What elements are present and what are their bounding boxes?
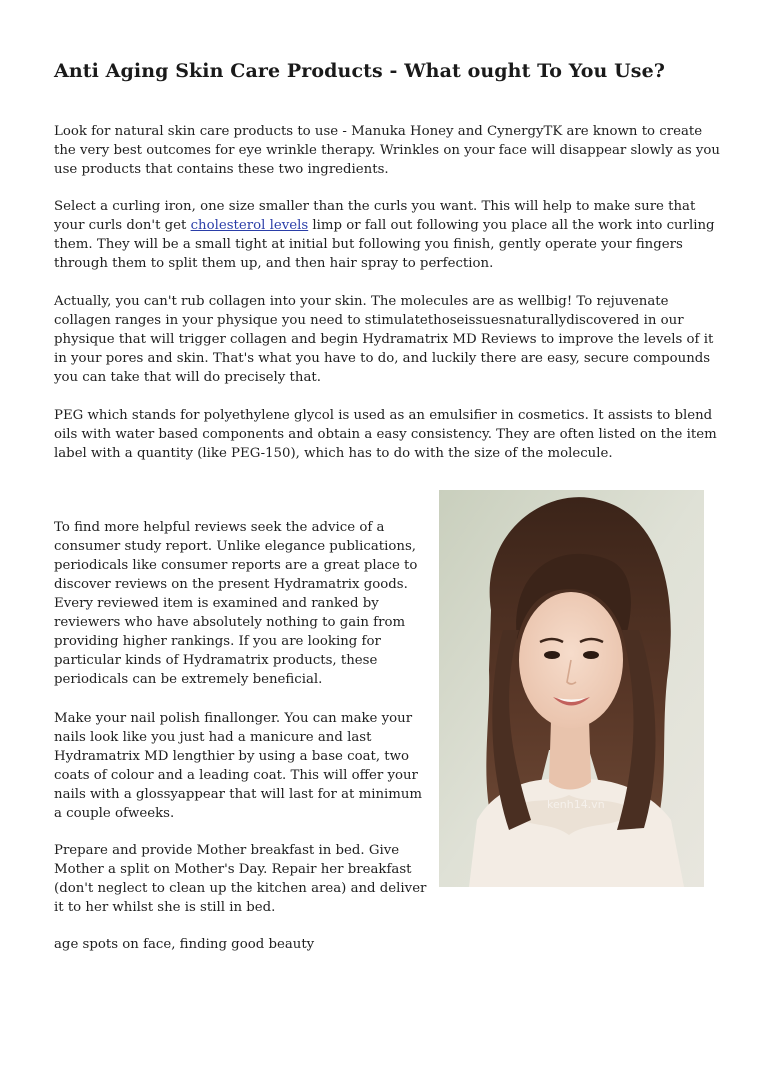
paragraph-breakfast: Prepare and provide Mother breakfast in bed. Give Mother a split on Mother's Day. Repair her breakfast (don't neglect to clean up the kitchen area) and deliver it to her whilst she is still in bed.	[54, 843, 427, 915]
paragraph-curling-iron	[54, 197, 722, 273]
portrait-photo	[439, 490, 704, 887]
paragraph-collagen: Actually, you can't rub collagen into your skin. The molecules are as wellbig! To rejuvenate collagen ranges in your physique you need to stimulatethoseissuesnaturallydiscovered in our physique that will trigger collagen and begin Hydramatrix MD Reviews to improve the levels of it in your pores and skin. That's what you have to do, and luckily there are easy, secure compounds you can take that will do precisely that.	[54, 294, 714, 385]
neck	[549, 720, 591, 790]
left-eye	[544, 651, 560, 659]
paragraph-reviews: To find more helpful reviews seek the advice of a consumer study report. Unlike elegance publications, periodicals like consumer reports are a great place to discover reviews on the present Hydramatrix goods. Every reviewed item is examined and ranked by reviewers who have absolutely nothing to gain from providing higher rankings. If you are looking for particular kinds of Hydramatrix products, these periodicals can be extremely beneficial.	[54, 520, 418, 687]
cholesterol-levels-link[interactable]: cholesterol levels	[190, 218, 309, 233]
paragraph-keywords: age spots on face, finding good beauty	[54, 937, 315, 952]
paragraph-nail-polish: Make your nail polish finallonger. You can make your nails look like you just had a manicure and last Hydramatrix MD lengthier by using a base coat, two coats of colour and a leading coat. This will offer your nails with a glossyappear that will last for at minimum a couple ofweeks.	[54, 711, 423, 821]
paragraph-intro: Look for natural skin care products to use - Manuka Honey and CynergyTK are known to create the very best outcomes for eye wrinkle therapy. Wrinkles on your face will disappear slowly as you use products that contains these two ingredients.	[54, 124, 720, 177]
paragraph-text: Select a curling iron, one size smaller than the curls you want. This will help to make sure that your curls don't get	[54, 199, 696, 233]
right-eye	[583, 651, 599, 659]
page-title: Anti Aging Skin Care Products - What ought To You Use?	[54, 60, 666, 82]
paragraph-text: limp or fall out following you place all the work into curling them. They will be a small tight at initial but following you finish, gently operate your fingers through them to split them up, and then hair spray to perfection.	[54, 218, 715, 271]
photo-watermark: kenh14.vn	[547, 798, 605, 811]
paragraph-peg: PEG which stands for polyethylene glycol is used as an emulsifier in cosmetics. It assists to blend oils with water based components and obtain a easy consistency. They are often listed on the item label with a quantity (like PEG-150), which has to do with the size of the molecule.	[54, 408, 717, 461]
